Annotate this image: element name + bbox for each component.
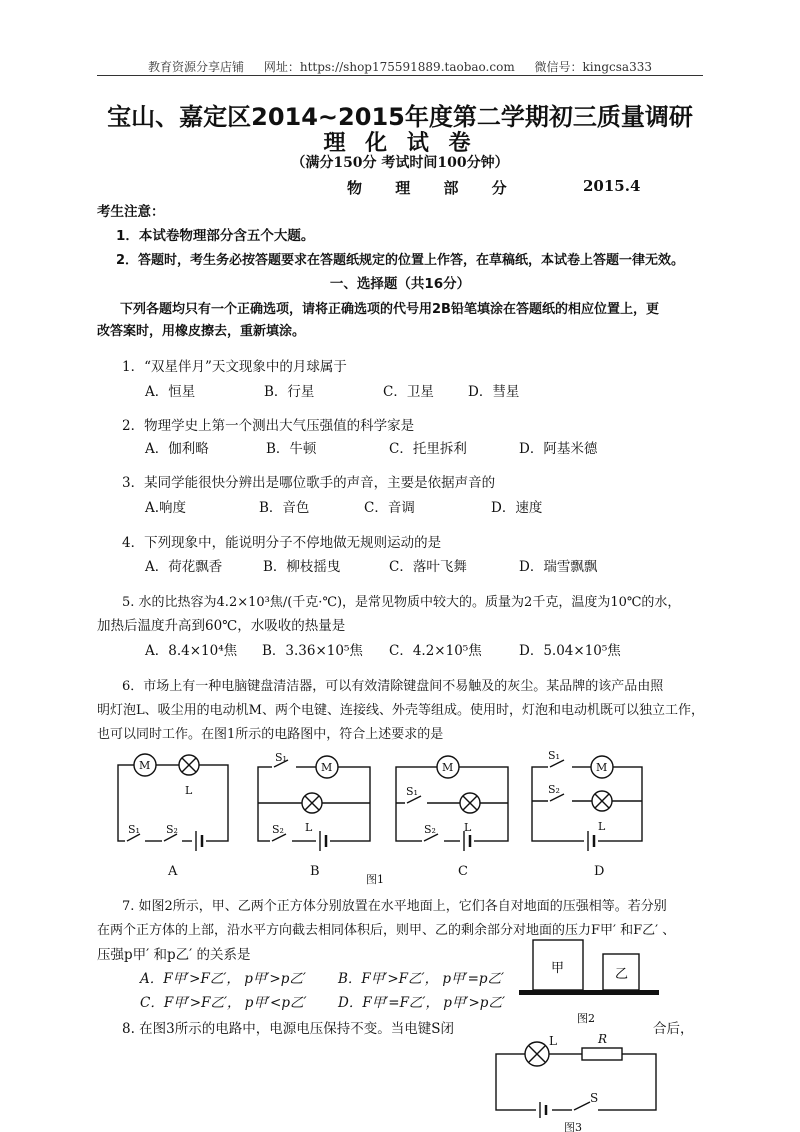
exam-subtitle: 理 化 试 卷 — [323, 131, 477, 156]
circuit-b — [258, 756, 370, 851]
q5-option-a: A．8.4×10⁴焦 — [145, 643, 238, 659]
fig1-d-lamp-label: L — [598, 820, 606, 833]
question-6-stem-3: 也可以同时工作。在图1所示的电路图中，符合上述要求的是 — [97, 727, 444, 742]
fig1-label-a: A — [168, 864, 178, 879]
fig3-caption: 图3 — [564, 1121, 582, 1132]
question-5-stem-1: 5. 水的比热容为4.2×10³焦/(千克·℃)，是常见物质中较大的。质量为2千克，温度为10℃的水， — [122, 595, 681, 610]
figure-2-cubes — [515, 938, 665, 1028]
fig1-c-motor-label: M — [442, 761, 454, 774]
fig1-b-lamp-label: L — [305, 821, 313, 834]
fig1-a-motor-label: M — [139, 759, 151, 772]
fig1-a-lamp-label: L — [185, 784, 193, 797]
notice-item-2: 2．答题时，考生务必按答题要求在答题纸规定的位置上作答，在草稿纸，本试卷上答题一律无效。 — [116, 253, 685, 268]
notice-item-1: 1．本试卷物理部分含五个大题。 — [116, 228, 315, 244]
header-divider — [97, 75, 703, 76]
circuit-d — [532, 756, 642, 851]
q3-option-c: C．音调 — [364, 500, 415, 516]
q2-option-a: A．伽利略 — [145, 441, 209, 457]
fig1-a-s1-label: S₁ — [128, 823, 140, 836]
fig1-b-motor-label: M — [321, 761, 333, 774]
question-7-stem-3: 压强p甲′ 和p乙′ 的关系是 — [97, 947, 251, 963]
fig1-d-s2-label: S₂ — [548, 783, 560, 796]
question-6-stem-2: 明灯泡L、吸尘用的电动机M、两个电键、连接线、外壳等组成。使用时，灯泡和电动机既可以独立工作， — [97, 703, 704, 718]
exam-title: 宝山、嘉定区2014~2015年度第二学期初三质量调研 — [107, 103, 693, 131]
resistor-icon — [582, 1048, 622, 1060]
fig3-switch-label: S — [590, 1091, 599, 1105]
q7-option-a: A．F甲′>F乙′， p甲′>p乙′ — [140, 971, 306, 987]
exam-meta: （满分150分 考试时间100分钟） — [291, 155, 509, 171]
fig1-label-c: C — [458, 864, 468, 879]
fig2-jia-label: 甲 — [551, 961, 565, 976]
figure-1-circuits — [100, 745, 660, 885]
fig1-d-motor-label: M — [596, 761, 608, 774]
fig1-d-s1-label: S₁ — [548, 749, 560, 762]
q7-option-d: D．F甲′=F乙′， p甲′>p乙′ — [338, 995, 506, 1011]
q4-option-d: D．瑞雪飘飘 — [519, 559, 598, 575]
fig2-yi-label: 乙 — [615, 967, 629, 982]
question-5-stem-2: 加热后温度升高到60℃，水吸收的热量是 — [97, 618, 346, 634]
question-8-stem-tail: 合后， — [653, 1021, 694, 1037]
q2-option-b: B．牛顿 — [266, 441, 317, 457]
header-wechat: 微信号：kingcsa333 — [534, 60, 652, 74]
question-2-stem: 2．物理学史上第一个测出大气压强值的科学家是 — [122, 418, 415, 434]
section-instructions-1: 下列各题均只有一个正确选项，请将正确选项的代号用2B铅笔填涂在答题纸的相应位置上，更 — [120, 302, 659, 317]
q5-option-b: B．3.36×10⁵焦 — [262, 643, 363, 659]
q4-option-b: B．柳枝摇曳 — [263, 559, 341, 575]
fig3-lamp-label: L — [549, 1034, 557, 1048]
q4-option-c: C．落叶飞舞 — [389, 559, 467, 575]
part-label: 物 理 部 分 — [347, 179, 521, 197]
figure-3-circuit — [490, 1032, 670, 1132]
question-8-stem: 8. 在图3所示的电路中，电源电压保持不变。当电键S闭 — [122, 1021, 455, 1037]
q2-option-c: C．托里拆利 — [389, 441, 467, 457]
fig1-c-lamp-label: L — [464, 821, 472, 834]
fig1-a-s2-label: S₂ — [166, 823, 178, 836]
fig1-caption: 图1 — [366, 873, 384, 885]
fig1-label-d: D — [594, 864, 605, 879]
question-1-stem: 1．“双星伴月”天文现象中的月球属于 — [122, 359, 347, 375]
fig1-c-s1-label: S₁ — [406, 785, 418, 798]
fig2-caption: 图2 — [577, 1012, 595, 1025]
q7-option-b: B．F甲′>F乙′， p甲′=p乙′ — [338, 971, 505, 987]
circuit-a — [118, 754, 228, 851]
q4-option-a: A．荷花飘香 — [145, 559, 223, 575]
q2-option-d: D．阿基米德 — [519, 441, 598, 457]
section-instructions-2: 改答案时，用橡皮擦去，重新填涂。 — [97, 324, 306, 339]
q3-option-a: A.响度 — [145, 500, 187, 516]
fig1-b-s1-label: S₁ — [275, 751, 287, 764]
question-6-stem-1: 6．市场上有一种电脑键盘清洁器，可以有效清除键盘间不易触及的灰尘。某品牌的该产品由照 — [122, 679, 664, 694]
page-header — [0, 58, 800, 75]
question-3-stem: 3．某同学能很快分辨出是哪位歌手的声音，主要是依据声音的 — [122, 475, 496, 491]
exam-date: 2015.4 — [583, 177, 641, 195]
header-shop: 教育资源分享店铺 — [148, 60, 245, 74]
q1-option-b: B．行星 — [264, 384, 315, 400]
q1-option-d: D．彗星 — [468, 384, 520, 400]
q3-option-d: D．速度 — [491, 500, 543, 516]
q1-option-a: A．恒星 — [145, 384, 196, 400]
q7-option-c: C．F甲′>F乙′， p甲′<p乙′ — [140, 995, 307, 1011]
ground — [519, 990, 659, 995]
q5-option-d: D．5.04×10⁵焦 — [519, 643, 621, 659]
q1-option-c: C．卫星 — [383, 384, 434, 400]
q3-option-b: B．音色 — [259, 500, 310, 516]
section-heading: 一、选择题（共16分） — [329, 276, 471, 292]
fig1-b-s2-label: S₂ — [272, 823, 284, 836]
question-7-stem-2: 在两个正方体的上部，沿水平方向截去相同体积后，则甲、乙的剩余部分对地面的压力F甲′ 和F乙′ 、 — [97, 923, 676, 938]
question-4-stem: 4．下列现象中，能说明分子不停地做无规则运动的是 — [122, 535, 442, 551]
header-url: 网址：https://shop175591889.taobao.com — [263, 60, 515, 74]
fig3-resistor-label: R — [598, 1032, 608, 1046]
fig1-c-s2-label: S₂ — [424, 823, 436, 836]
notice-heading: 考生注意： — [97, 204, 165, 220]
question-7-stem-1: 7. 如图2所示，甲、乙两个正方体分别放置在水平地面上，它们各自对地面的压强相等。若分别 — [122, 899, 667, 914]
fig1-label-b: B — [310, 864, 320, 879]
q5-option-c: C．4.2×10⁵焦 — [389, 643, 482, 659]
